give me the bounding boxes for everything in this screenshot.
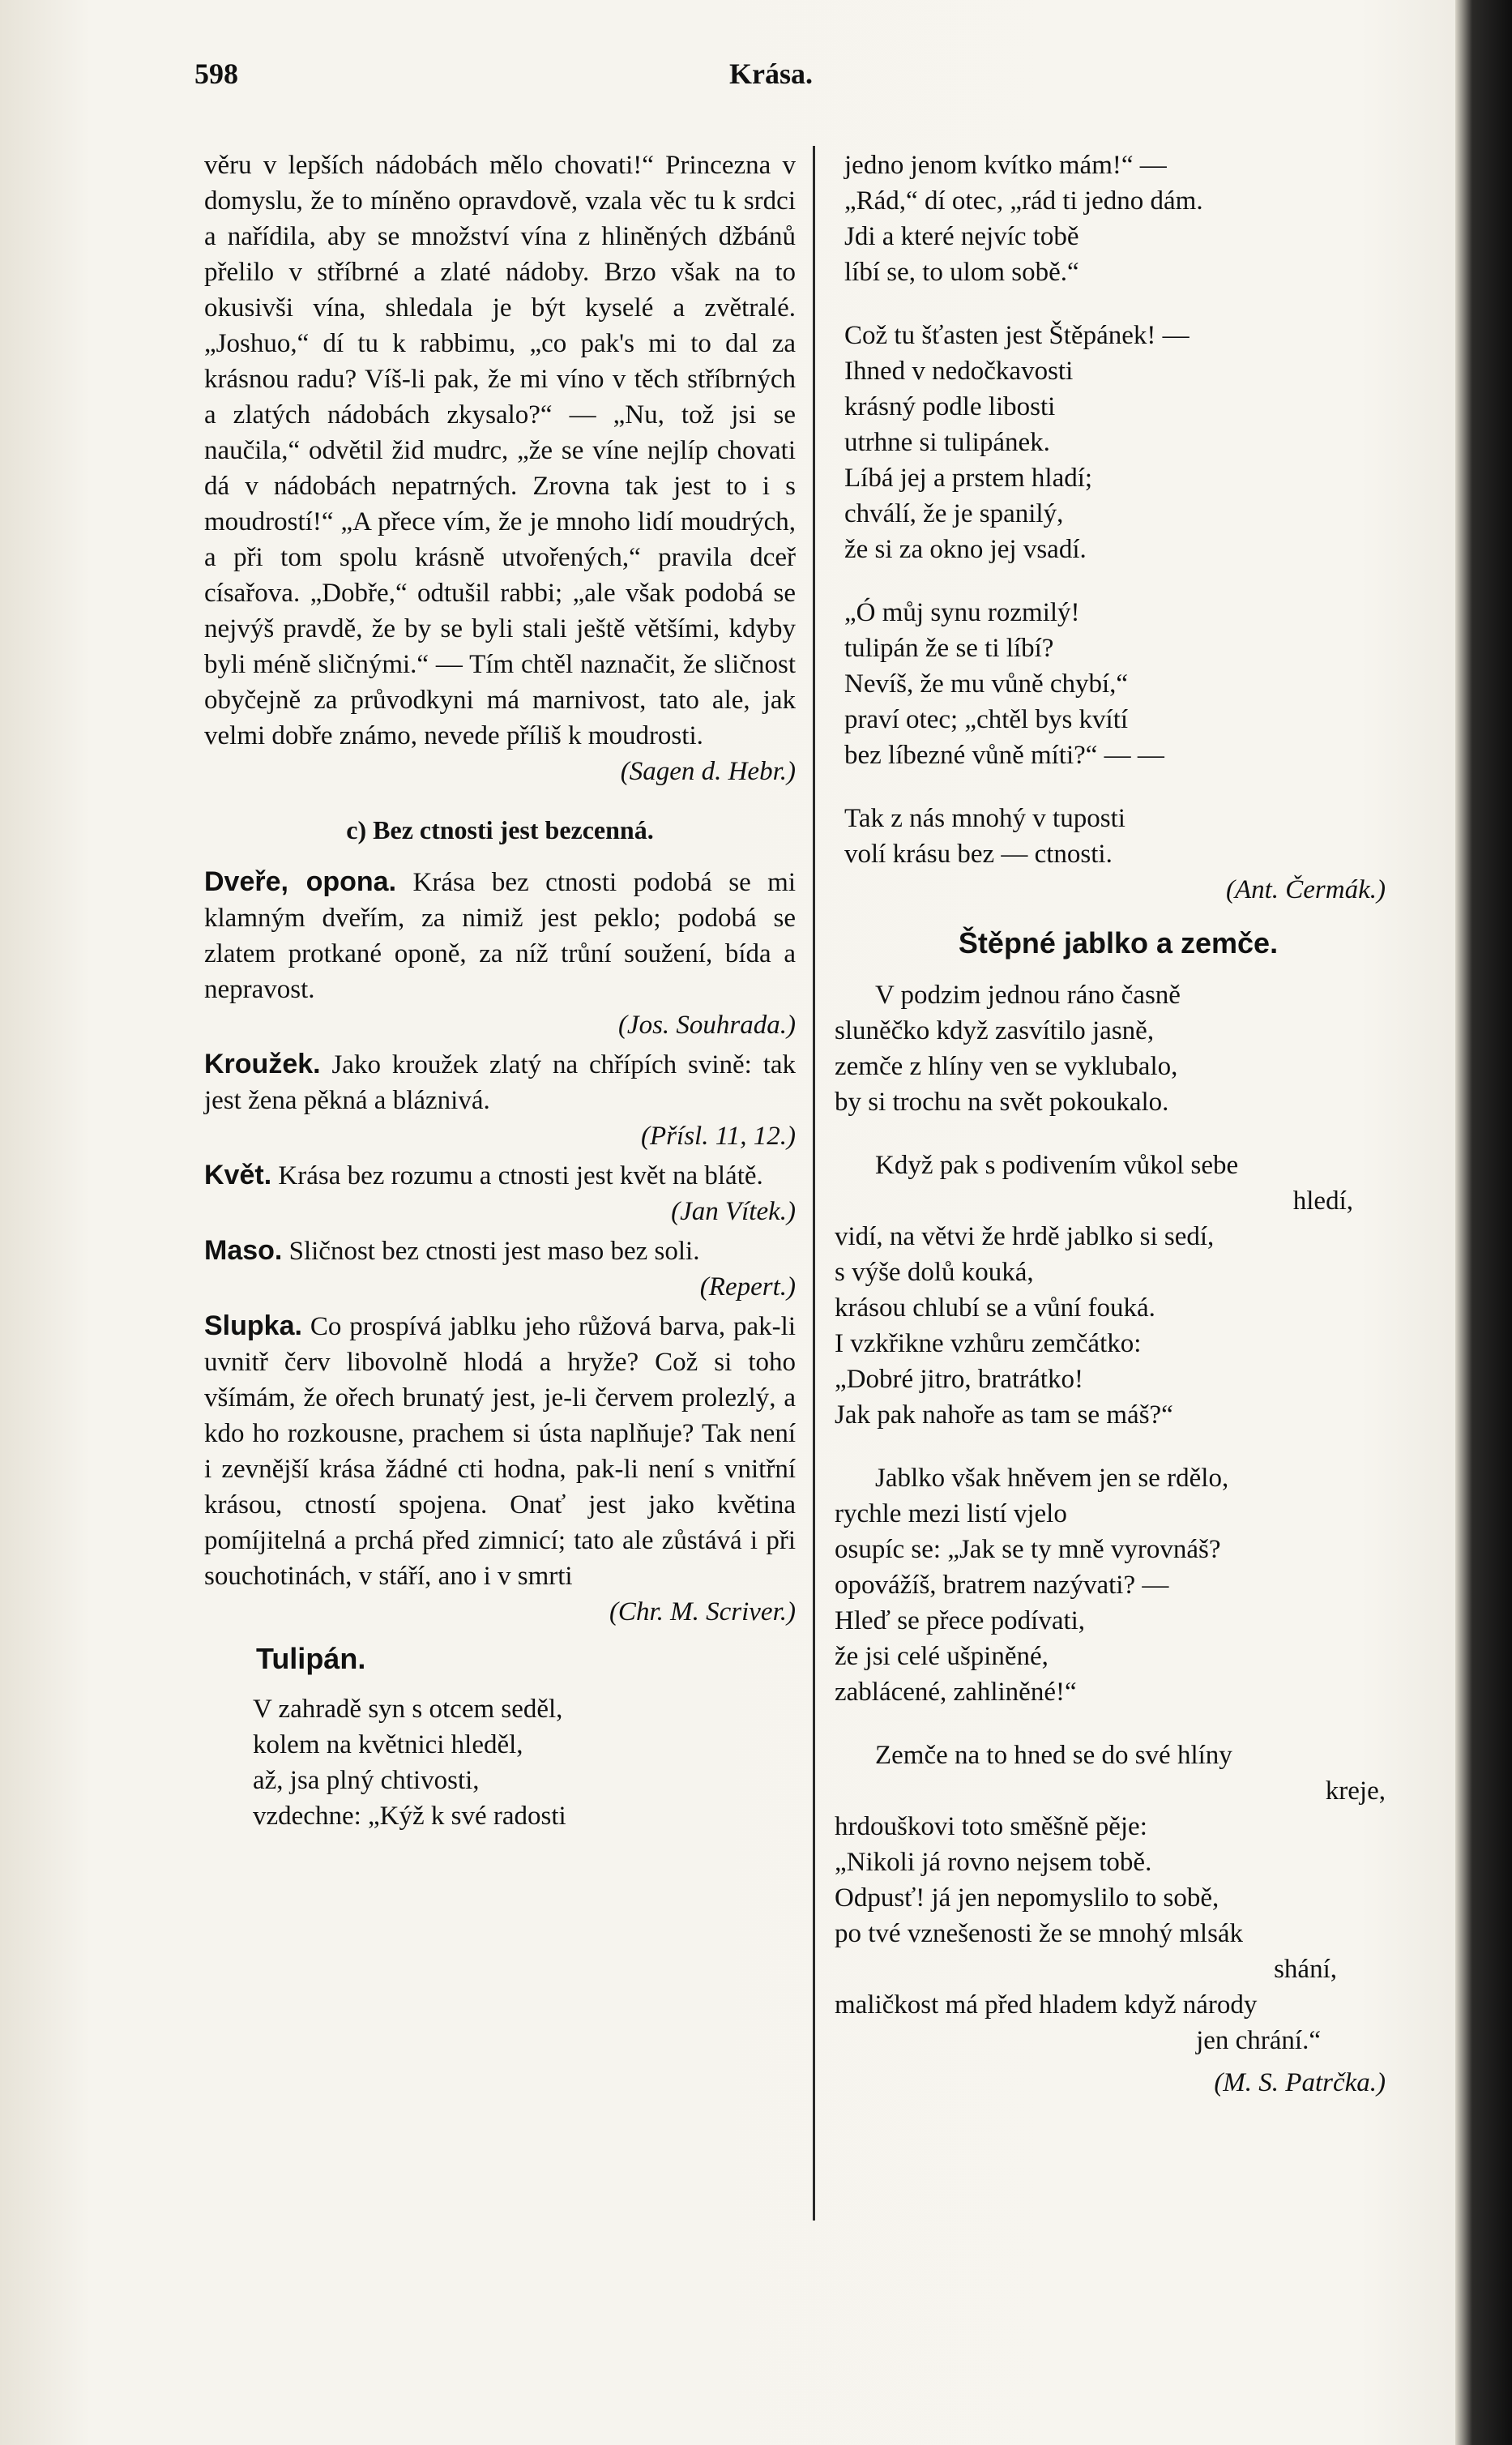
section-heading: c) Bez ctnosti jest bezcenná. xyxy=(346,815,654,844)
poem-line: kolem na květnici hleděl, xyxy=(253,1730,523,1759)
poem-line: líbí se, to ulom sobě.“ xyxy=(844,258,1079,287)
stanza xyxy=(844,801,1402,872)
poem-line: po tvé vznešenosti že se mnohý mlsák xyxy=(835,1919,1244,1948)
right-column xyxy=(835,147,1402,2101)
poem-line: by si trochu na svět pokoukalo. xyxy=(835,1088,1169,1117)
page-edge-shadow xyxy=(1455,0,1512,2445)
poem-line: sluněčko když zasvítilo jasně, xyxy=(835,1016,1155,1045)
poem-title-jablko: Štěpné jablko a zemče. xyxy=(958,926,1279,960)
poem-line: že si za okno jej vsadí. xyxy=(844,535,1087,564)
poem-line: rychle mezi listí vjelo xyxy=(835,1499,1067,1528)
poem-line: hrdouškovi toto směšně pěje: xyxy=(835,1812,1147,1841)
poem-line: Tak z nás mnohý v tuposti xyxy=(844,804,1125,833)
poem-line-continuation: jen chrání.“ xyxy=(1196,2026,1321,2055)
entry-text: Co prospívá jablku jeho růžová barva, pak-li uvnitř červ libovolně hlodá a hryže? Což si toho všímám, že ořech brunatý jest, je-li červem prolezlý, a kdo ho rozkousne, prachem si ústa naplňuje? Tak není i zevnější krása žádné cti hodna, pak-li není s vnitřní krásou, ctností spojena. Onať jest jako květina pomíjitelná a prchá před zimnicí; tato ale zůstává i při souchotinách, v stáří, ano i v smrti xyxy=(204,1312,797,1591)
poem-line: Odpusť! já jen nepomyslilo to sobě, xyxy=(835,1883,1219,1913)
poem-line: že jsi celé ušpiněné, xyxy=(835,1642,1049,1671)
stanza xyxy=(844,318,1402,567)
entry-kvet xyxy=(204,1157,796,1229)
entry-text: Krása bez rozumu a ctnosti jest květ na blátě. xyxy=(278,1161,763,1190)
poem-line: bez líbezné vůně míti?“ — — xyxy=(844,741,1164,770)
poem-line: „Nikoli já rovno nejsem tobě. xyxy=(835,1848,1152,1877)
poem-line: praví otec; „chtěl bys kvítí xyxy=(844,705,1129,734)
page-number: 598 xyxy=(194,58,238,90)
poem-line: utrhne si tulipánek. xyxy=(844,428,1050,457)
poem-line: vidí, na větvi že hrdě jablko si sedí, xyxy=(835,1222,1215,1251)
poem-line: V zahradě syn s otcem seděl, xyxy=(253,1695,563,1724)
poem-line-continuation: shání, xyxy=(1274,1955,1337,1984)
stanza xyxy=(844,147,1402,290)
entry-source: (Přísl. 11, 12.) xyxy=(641,1122,796,1151)
poem-line: Jak pak nahoře as tam se máš?“ xyxy=(835,1400,1173,1430)
poem-tulipan-opening xyxy=(204,1691,796,1834)
running-title: Krása. xyxy=(729,58,813,90)
column-divider xyxy=(813,146,815,2221)
poem-line-continuation: hledí, xyxy=(1292,1186,1353,1216)
poem-line: V podzim jednou ráno časně xyxy=(875,981,1181,1010)
poem-line: Jablko však hněvem jen se rdělo, xyxy=(875,1464,1229,1493)
poem-line: Líbá jej a prstem hladí; xyxy=(844,464,1093,493)
poem-line: zemče z hlíny ven se vyklubalo, xyxy=(835,1052,1178,1081)
entry-text: Krása bez ctnosti podobá se mi klamným dveřím, za nimiž jest peklo; podobá se zlatem protkané oponě, za níž trůní soužení, bída a nepravost. xyxy=(204,868,797,1004)
left-column xyxy=(204,147,796,1834)
poem-line: až, jsa plný chtivosti, xyxy=(253,1766,480,1795)
poem-line: jedno jenom kvítko mám!“ — xyxy=(844,151,1167,180)
poem-line: maličkost má před hladem když národy xyxy=(835,1990,1258,2020)
poem-source-tulipan: (Ant. Čermák.) xyxy=(1225,875,1386,904)
poem-line: zablácené, zahliněné!“ xyxy=(835,1678,1077,1707)
poem-line: osupíc se: „Jak se ty mně vyrovnáš? xyxy=(835,1535,1221,1564)
entry-source: (Chr. M. Scriver.) xyxy=(609,1597,796,1626)
poem-line: s výše dolů kouká, xyxy=(835,1258,1034,1287)
stanza xyxy=(844,595,1402,773)
poem-line: „Rád,“ dí otec, „rád ti jedno dám. xyxy=(844,186,1203,216)
poem-jablko xyxy=(835,977,1402,2058)
poem-line: Hleď se přece podívati, xyxy=(835,1606,1086,1635)
poem-line: vzdechne: „Kýž k své radosti xyxy=(253,1802,566,1831)
entry-keyword: Kroužek. xyxy=(204,1049,321,1079)
poem-line: krásný podle libosti xyxy=(844,392,1056,421)
poem-line: volí krásu bez — ctnosti. xyxy=(844,840,1113,869)
poem-line: Když pak s podivením vůkol sebe xyxy=(875,1151,1239,1180)
poem-line: I vzkřikne vzhůru zemčátko: xyxy=(835,1329,1142,1358)
entry-krouzek xyxy=(204,1046,796,1154)
stanza xyxy=(835,977,1402,1120)
poem-line: chválí, že je spanilý, xyxy=(844,499,1064,528)
poem-tulipan-continued xyxy=(835,147,1402,872)
entry-keyword: Květ. xyxy=(204,1160,272,1190)
poem-title-tulipan: Tulipán. xyxy=(256,1642,366,1675)
intro-paragraph: věru v lepších nádobách mělo chovati!“ Princezna v domyslu, že to míněno opravdově, vzala věc tu k srdci a nařídila, aby se množství vína z hliněných džbánů přelilo v stříbrné a zlaté nádoby. Brzo však na to okusivši vína, shledala je být kyselé a zvětralé. „Joshuo,“ dí tu k rabbimu, „co pak's mi to dal za krásnou radu? Víš-li pak, že mi víno v těch stříbrných a zlatých nádobách zkysalo?“ — „Nu, tož jsi se naučila,“ odvětil žid mudrc, „že se víne nejlíp chovati dá v nádobách nepatrných. Zrovna tak jest to i s moudrostí!“ „A přece vím, že je mnoho lidí moudrých, a při tom spolu krásně utvořených,“ pravila dceř císařova. „Dobře,“ odtušil rabbi; „ale však podobá se nejvýš pravdě, že by se byli stali ještě většími, kdyby byli méně sličnými.“ — Tím chtěl naznačit, že sličnost obyčejně za průvodkyni má marnivost, tato ale, jak velmi dobře známo, nevede příliš k moudrosti. xyxy=(204,151,796,750)
entry-source: (Repert.) xyxy=(699,1272,796,1302)
poem-line: Což tu šťasten jest Štěpánek! — xyxy=(844,321,1190,350)
entry-keyword: Dveře, opona. xyxy=(204,866,397,897)
poem-line: krásou chlubí se a vůní fouká. xyxy=(835,1293,1155,1323)
poem-line: „Dobré jitro, bratrátko! xyxy=(835,1365,1083,1394)
page-header xyxy=(194,57,1410,105)
entry-keyword: Maso. xyxy=(204,1235,283,1266)
stanza xyxy=(835,1738,1402,2058)
entry-slupka xyxy=(204,1308,796,1630)
stanza xyxy=(835,1460,1402,1710)
poem-line: tulipán že se ti líbí? xyxy=(844,634,1054,663)
poem-line: Ihned v nedočkavosti xyxy=(844,357,1074,386)
entry-text: Sličnost bez ctnosti jest maso bez soli. xyxy=(288,1237,700,1266)
poem-line: „Ó můj synu rozmilý! xyxy=(844,598,1080,627)
poem-source-jablko: (M. S. Patrčka.) xyxy=(1214,2068,1386,2097)
entry-text: Jako kroužek zlatý na chřípích svině: tak jest žena pěkná a bláznivá. xyxy=(204,1050,797,1115)
poem-line: Zemče na to hned se do své hlíny xyxy=(875,1741,1232,1770)
entry-source: (Jos. Souhrada.) xyxy=(617,1011,796,1040)
entry-dvere xyxy=(204,864,796,1043)
poem-line: opovážíš, bratrem nazývati? — xyxy=(835,1571,1169,1600)
poem-line-continuation: kreje, xyxy=(1325,1776,1386,1806)
entry-keyword: Slupka. xyxy=(204,1310,302,1341)
entry-source: (Jan Vítek.) xyxy=(671,1197,796,1226)
poem-line: Jdi a které nejvíc tobě xyxy=(844,222,1079,251)
intro-source: (Sagen d. Hebr.) xyxy=(620,757,796,786)
stanza xyxy=(835,1148,1402,1433)
poem-line: Nevíš, že mu vůně chybí,“ xyxy=(844,669,1129,699)
entry-maso xyxy=(204,1233,796,1305)
